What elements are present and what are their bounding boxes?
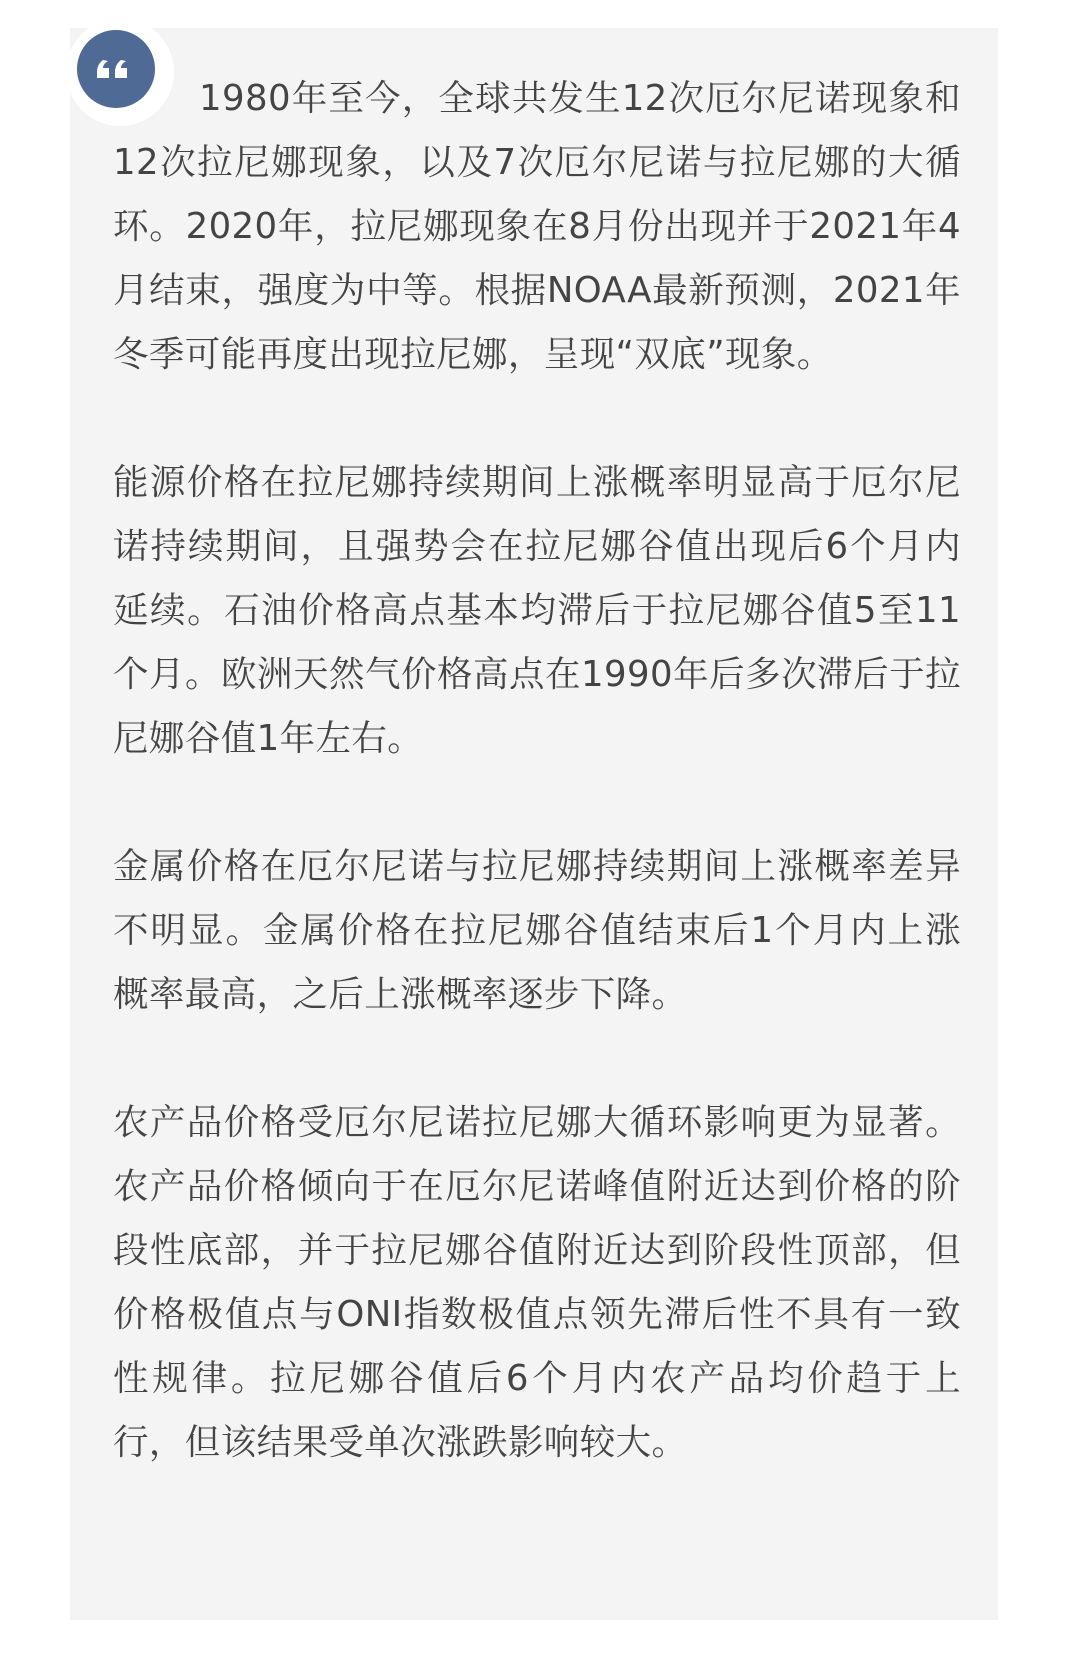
paragraph-metal-prices: 金属价格在厄尔尼诺与拉尼娜持续期间上涨概率差异不明显。金属价格在拉尼娜谷值结束后1个月内上涨概率最高，之后上涨概率逐步下降。 [113,846,961,1015]
paragraph-agricultural-prices: 农产品价格受厄尔尼诺拉尼娜大循环影响更为显著。农产品价格倾向于在厄尔尼诺峰值附近达到价格的阶段性底部，并于拉尼娜谷值附近达到阶段性顶部，但价格极值点与ONI指数极值点领先滞后性不具有一致性规律。拉尼娜谷值后6个月内农产品均价趋于上行，但该结果受单次涨跌影响较大。 [113,1102,961,1463]
paragraph-energy-prices: 能源价格在拉尼娜持续期间上涨概率明显高于厄尔尼诺持续期间，且强势会在拉尼娜谷值出现后6个月内延续。石油价格高点基本均滞后于拉尼娜谷值5至11个月。欧洲天然气价格高点在1990年后多次滞后于拉尼娜谷值1年左右。 [113,462,961,759]
paragraph-enso-overview: 1980年至今，全球共发生12次厄尔尼诺现象和12次拉尼娜现象，以及7次厄尔尼诺与拉尼娜的大循环。2020年，拉尼娜现象在8月份出现并于2021年4月结束，强度为中等。根据NOAA最新预测，2021年冬季可能再度出现拉尼娜，呈现“双底”现象。 [113,78,961,375]
article-body [113,67,961,1475]
